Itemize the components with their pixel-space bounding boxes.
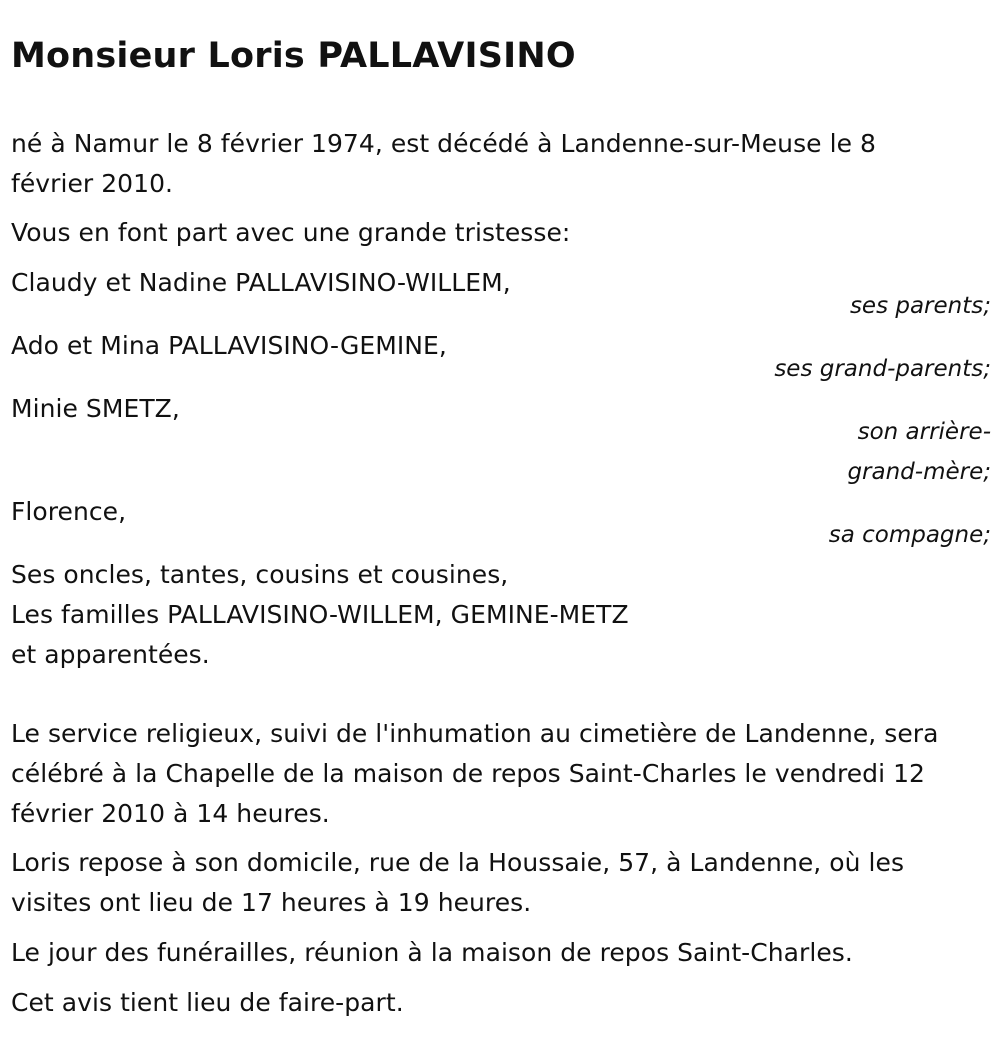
- closing-line: Cet avis tient lieu de faire-part.: [11, 988, 404, 1017]
- service-line-3: février 2010 à 14 heures.: [11, 799, 330, 828]
- service-line-1: Le service religieux, suivi de l'inhumation au cimetière de Landenne, sera: [11, 719, 939, 748]
- family-role-great-grandmother-line-2: grand-mère;: [847, 459, 991, 485]
- family-role-partner: sa compagne;: [828, 522, 991, 548]
- relatives-line-1: Ses oncles, tantes, cousins et cousines,: [11, 560, 509, 589]
- family-name-partner: Florence,: [11, 497, 127, 526]
- announcement-line: Vous en font part avec une grande tristesse:: [11, 218, 571, 247]
- family-name-great-grandmother: Minie SMETZ,: [11, 394, 180, 423]
- family-role-parents: ses parents;: [849, 293, 991, 319]
- intro-line-2: février 2010.: [11, 169, 174, 198]
- funeral-day-line: Le jour des funérailles, réunion à la maison de repos Saint-Charles.: [11, 938, 853, 967]
- family-name-grandparents: Ado et Mina PALLAVISINO-GEMINE,: [11, 331, 447, 360]
- service-line-2: célébré à la Chapelle de la maison de repos Saint-Charles le vendredi 12: [11, 759, 925, 788]
- notice-title: Monsieur Loris PALLAVISINO: [11, 36, 576, 76]
- intro-line-1: né à Namur le 8 février 1974, est décédé à Landenne-sur-Meuse le 8: [11, 129, 876, 158]
- family-role-great-grandmother-line-1: son arrière-: [857, 419, 991, 445]
- family-role-grandparents: ses grand-parents;: [774, 356, 991, 382]
- relatives-line-2: Les familles PALLAVISINO-WILLEM, GEMINE-METZ: [11, 600, 629, 629]
- death-notice: [11, 0, 991, 1038]
- visits-line-1: Loris repose à son domicile, rue de la Houssaie, 57, à Landenne, où les: [11, 848, 905, 877]
- family-name-parents: Claudy et Nadine PALLAVISINO-WILLEM,: [11, 268, 511, 297]
- relatives-line-3: et apparentées.: [11, 640, 210, 669]
- visits-line-2: visites ont lieu de 17 heures à 19 heures.: [11, 888, 532, 917]
